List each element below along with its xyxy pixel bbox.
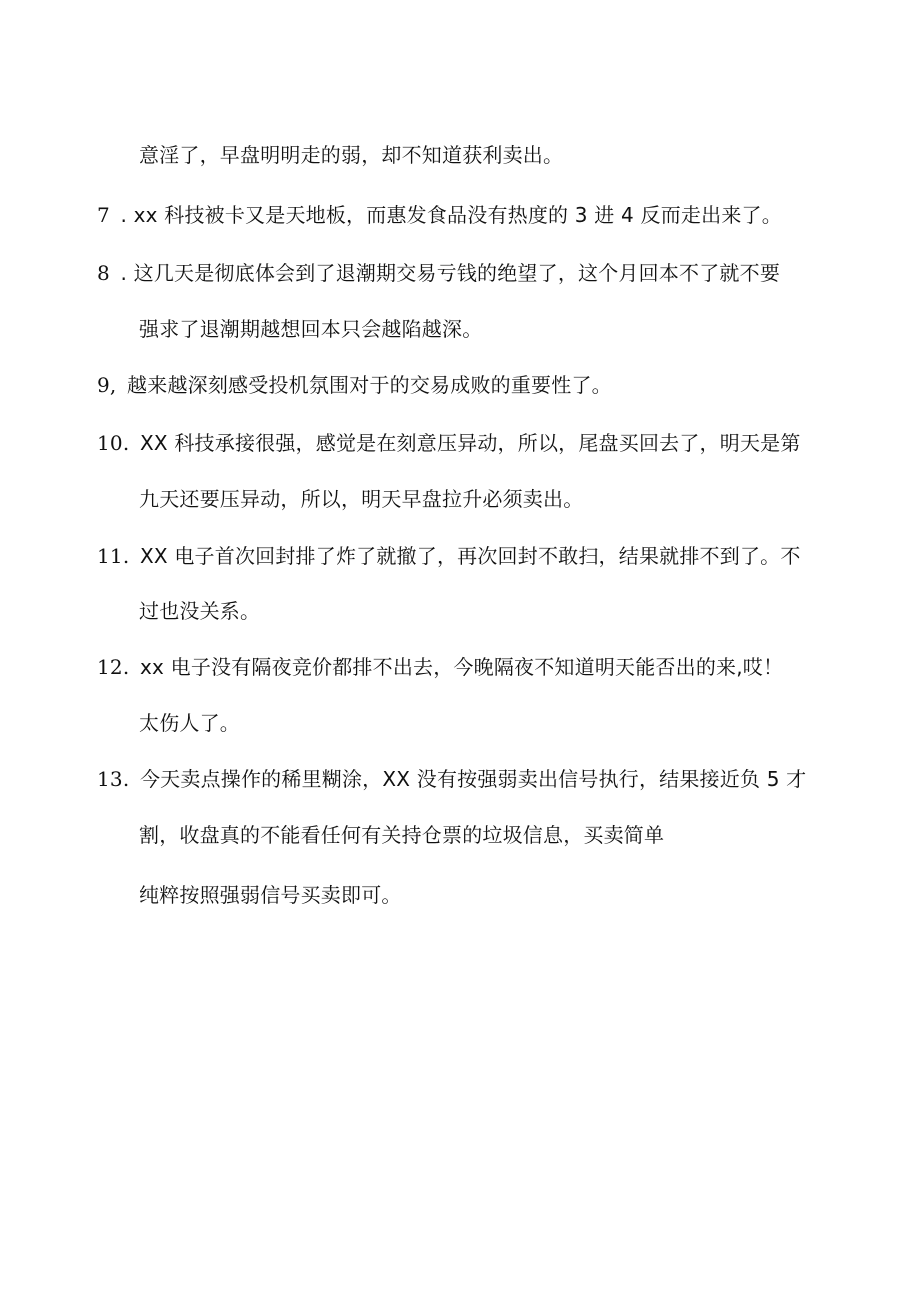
list-number: 10. [97,431,130,455]
text-line-continuation-11 [139,596,260,626]
line-text: 割，收盘真的不能看任何有关持仓票的垃圾信息，买卖简单 [139,823,665,847]
list-number: 11. [97,544,130,568]
line-text: 过也没关系。 [139,599,261,623]
line-text: . xx 科技被卡又是天地板，而惠发食品没有热度的 3 进 4 反而走出来了。 [120,203,782,227]
text-line-continuation-13b [139,880,402,910]
text-line-continuation-13a [139,820,664,850]
list-item-12 [97,652,783,682]
list-item-8 [97,258,780,288]
line-text: xx 电子没有隔夜竞价都排不出去，今晚隔夜不知道明天能否出的来,哎！ [139,655,784,679]
line-text: . 这几天是彻底体会到了退潮期交易亏钱的绝望了，这个月回本不了就不要 [120,261,781,285]
line-text: 意淫了，早盘明明走的弱，却不知道获利卖出。 [139,143,564,167]
line-text: XX 电子首次回封排了炸了就撤了，再次回封不敢扫，结果就排不到了。不 [139,544,801,568]
list-number: 13. [97,767,130,791]
text-line-continuation-6 [139,140,563,170]
text-line-continuation-8 [139,314,482,344]
list-item-13 [97,764,806,794]
list-item-10 [97,428,801,458]
list-number: 8 [97,261,110,285]
text-line-continuation-12 [139,708,240,738]
list-number: 9, [97,373,117,397]
line-text: 太伤人了。 [139,711,240,735]
list-number: 12. [97,655,130,679]
line-text: XX 科技承接很强，感觉是在刻意压异动，所以，尾盘买回去了，明天是第 [139,431,801,455]
line-text: 强求了退潮期越想回本只会越陷越深。 [139,317,483,341]
list-item-11 [97,541,801,571]
list-item-9 [97,370,612,400]
line-text: 越来越深刻感受投机氛围对于的交易成败的重要性了。 [127,373,612,397]
line-text: 纯粹按照强弱信号买卖即可。 [139,883,402,907]
line-text: 九天还要压异动，所以，明天早盘拉升必须卖出。 [139,487,584,511]
list-number: 7 [97,203,110,227]
line-text: 今天卖点操作的稀里糊涂，XX 没有按强弱卖出信号执行，结果接近负 5 才 [139,767,807,791]
list-item-7 [97,200,782,230]
text-line-continuation-10 [139,484,583,514]
